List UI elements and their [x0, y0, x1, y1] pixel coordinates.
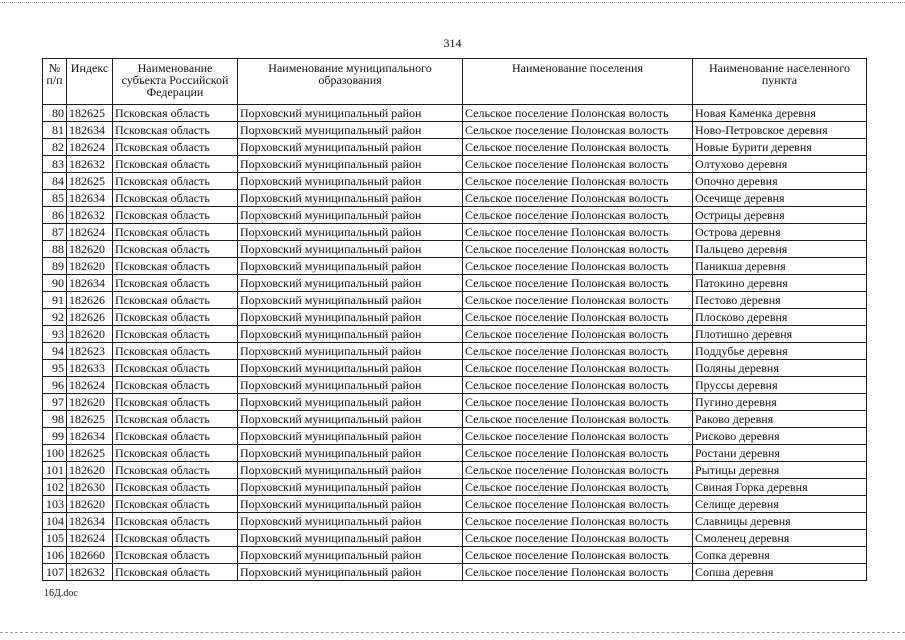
cell-municipality: Порховский муниципальный район	[238, 377, 463, 394]
cell-index: 182634	[67, 275, 113, 292]
table-row	[43, 258, 867, 275]
cell-settlement: Сельское поселение Полонская волость	[463, 275, 693, 292]
cell-locality: Ново-Петровское деревня	[693, 122, 867, 139]
cell-settlement: Сельское поселение Полонская волость	[463, 156, 693, 173]
cell-subject: Псковская область	[113, 173, 238, 190]
cell-num: 100	[43, 445, 67, 462]
cell-municipality: Порховский муниципальный район	[238, 309, 463, 326]
table-row	[43, 377, 867, 394]
cell-locality: Сопка деревня	[693, 547, 867, 564]
cell-index: 182620	[67, 258, 113, 275]
cell-index: 182634	[67, 190, 113, 207]
cell-municipality: Порховский муниципальный район	[238, 292, 463, 309]
cell-settlement: Сельское поселение Полонская волость	[463, 377, 693, 394]
cell-settlement: Сельское поселение Полонская волость	[463, 139, 693, 156]
table-row	[43, 530, 867, 547]
cell-num: 103	[43, 496, 67, 513]
cell-municipality: Порховский муниципальный район	[238, 224, 463, 241]
cell-municipality: Порховский муниципальный район	[238, 513, 463, 530]
header-locality: Наименование населенного пункта	[693, 59, 867, 105]
cell-locality: Сопша деревня	[693, 564, 867, 581]
cell-locality: Свиная Горка деревня	[693, 479, 867, 496]
table-row	[43, 462, 867, 479]
scan-edge-bottom	[0, 632, 905, 633]
scan-edge-top	[0, 2, 905, 3]
cell-index: 182620	[67, 241, 113, 258]
cell-municipality: Порховский муниципальный район	[238, 428, 463, 445]
cell-settlement: Сельское поселение Полонская волость	[463, 224, 693, 241]
cell-locality: Паникша деревня	[693, 258, 867, 275]
cell-municipality: Порховский муниципальный район	[238, 173, 463, 190]
cell-municipality: Порховский муниципальный район	[238, 258, 463, 275]
cell-municipality: Порховский муниципальный район	[238, 411, 463, 428]
cell-index: 182625	[67, 105, 113, 122]
cell-locality: Ростани деревня	[693, 445, 867, 462]
cell-locality: Славницы деревня	[693, 513, 867, 530]
cell-locality: Плосково деревня	[693, 309, 867, 326]
cell-locality: Новая Каменка деревня	[693, 105, 867, 122]
cell-locality: Пальцево деревня	[693, 241, 867, 258]
cell-subject: Псковская область	[113, 258, 238, 275]
cell-municipality: Порховский муниципальный район	[238, 326, 463, 343]
cell-index: 182620	[67, 462, 113, 479]
cell-index: 182633	[67, 360, 113, 377]
cell-num: 83	[43, 156, 67, 173]
table-row	[43, 326, 867, 343]
table-row	[43, 156, 867, 173]
cell-municipality: Порховский муниципальный район	[238, 564, 463, 581]
cell-index: 182624	[67, 224, 113, 241]
cell-index: 182623	[67, 343, 113, 360]
cell-subject: Псковская область	[113, 207, 238, 224]
table-row	[43, 547, 867, 564]
cell-municipality: Порховский муниципальный район	[238, 156, 463, 173]
cell-num: 92	[43, 309, 67, 326]
cell-index: 182620	[67, 394, 113, 411]
cell-subject: Псковская область	[113, 309, 238, 326]
cell-settlement: Сельское поселение Полонская волость	[463, 190, 693, 207]
cell-municipality: Порховский муниципальный район	[238, 139, 463, 156]
cell-index: 182625	[67, 411, 113, 428]
table-row	[43, 496, 867, 513]
cell-index: 182626	[67, 292, 113, 309]
cell-settlement: Сельское поселение Полонская волость	[463, 513, 693, 530]
cell-settlement: Сельское поселение Полонская волость	[463, 173, 693, 190]
cell-locality: Пруссы деревня	[693, 377, 867, 394]
cell-subject: Псковская область	[113, 360, 238, 377]
cell-municipality: Порховский муниципальный район	[238, 530, 463, 547]
cell-settlement: Сельское поселение Полонская волость	[463, 292, 693, 309]
table-row	[43, 411, 867, 428]
cell-locality: Осечище деревня	[693, 190, 867, 207]
cell-index: 182632	[67, 156, 113, 173]
cell-locality: Рисково деревня	[693, 428, 867, 445]
cell-subject: Псковская область	[113, 343, 238, 360]
cell-index: 182625	[67, 445, 113, 462]
cell-subject: Псковская область	[113, 479, 238, 496]
cell-municipality: Порховский муниципальный район	[238, 462, 463, 479]
cell-num: 101	[43, 462, 67, 479]
cell-subject: Псковская область	[113, 105, 238, 122]
table-row	[43, 513, 867, 530]
cell-locality: Рытицы деревня	[693, 462, 867, 479]
cell-locality: Острицы деревня	[693, 207, 867, 224]
cell-settlement: Сельское поселение Полонская волость	[463, 411, 693, 428]
cell-subject: Псковская область	[113, 156, 238, 173]
cell-index: 182626	[67, 309, 113, 326]
cell-settlement: Сельское поселение Полонская волость	[463, 105, 693, 122]
cell-locality: Острова деревня	[693, 224, 867, 241]
cell-num: 93	[43, 326, 67, 343]
cell-municipality: Порховский муниципальный район	[238, 343, 463, 360]
cell-settlement: Сельское поселение Полонская волость	[463, 530, 693, 547]
cell-subject: Псковская область	[113, 428, 238, 445]
cell-settlement: Сельское поселение Полонская волость	[463, 343, 693, 360]
cell-num: 106	[43, 547, 67, 564]
cell-subject: Псковская область	[113, 139, 238, 156]
header-municipality: Наименование муниципального образования	[238, 59, 463, 105]
cell-locality: Селище деревня	[693, 496, 867, 513]
cell-index: 182632	[67, 564, 113, 581]
cell-settlement: Сельское поселение Полонская волость	[463, 122, 693, 139]
cell-subject: Псковская область	[113, 513, 238, 530]
cell-municipality: Порховский муниципальный район	[238, 122, 463, 139]
cell-municipality: Порховский муниципальный район	[238, 479, 463, 496]
table-row	[43, 122, 867, 139]
cell-index: 182632	[67, 207, 113, 224]
page-number: 314	[443, 36, 462, 50]
table-row	[43, 445, 867, 462]
cell-num: 104	[43, 513, 67, 530]
cell-subject: Псковская область	[113, 462, 238, 479]
cell-index: 182630	[67, 479, 113, 496]
cell-settlement: Сельское поселение Полонская волость	[463, 547, 693, 564]
table-header	[43, 59, 867, 105]
cell-settlement: Сельское поселение Полонская волость	[463, 258, 693, 275]
cell-settlement: Сельское поселение Полонская волость	[463, 428, 693, 445]
header-subject: Наименование субъекта Российской Федерации	[113, 59, 238, 105]
cell-index: 182660	[67, 547, 113, 564]
cell-subject: Псковская область	[113, 394, 238, 411]
cell-num: 88	[43, 241, 67, 258]
cell-locality: Олтухово деревня	[693, 156, 867, 173]
settlements-table	[42, 58, 867, 581]
cell-num: 95	[43, 360, 67, 377]
cell-num: 96	[43, 377, 67, 394]
cell-num: 102	[43, 479, 67, 496]
table-row	[43, 139, 867, 156]
cell-index: 182634	[67, 428, 113, 445]
cell-num: 80	[43, 105, 67, 122]
cell-settlement: Сельское поселение Полонская волость	[463, 394, 693, 411]
cell-num: 81	[43, 122, 67, 139]
table-row	[43, 309, 867, 326]
cell-locality: Плотишно деревня	[693, 326, 867, 343]
cell-num: 94	[43, 343, 67, 360]
cell-settlement: Сельское поселение Полонская волость	[463, 479, 693, 496]
table-row	[43, 173, 867, 190]
cell-num: 90	[43, 275, 67, 292]
cell-index: 182634	[67, 122, 113, 139]
cell-num: 107	[43, 564, 67, 581]
cell-num: 99	[43, 428, 67, 445]
cell-num: 85	[43, 190, 67, 207]
cell-subject: Псковская область	[113, 122, 238, 139]
cell-municipality: Порховский муниципальный район	[238, 496, 463, 513]
table-row	[43, 394, 867, 411]
cell-subject: Псковская область	[113, 190, 238, 207]
cell-index: 182625	[67, 173, 113, 190]
cell-settlement: Сельское поселение Полонская волость	[463, 496, 693, 513]
cell-locality: Патокино деревня	[693, 275, 867, 292]
table-row	[43, 343, 867, 360]
cell-subject: Псковская область	[113, 326, 238, 343]
cell-municipality: Порховский муниципальный район	[238, 275, 463, 292]
cell-municipality: Порховский муниципальный район	[238, 207, 463, 224]
cell-subject: Псковская область	[113, 377, 238, 394]
table-row	[43, 479, 867, 496]
cell-index: 182624	[67, 530, 113, 547]
cell-locality: Поддубье деревня	[693, 343, 867, 360]
cell-index: 182624	[67, 377, 113, 394]
cell-num: 82	[43, 139, 67, 156]
cell-num: 98	[43, 411, 67, 428]
cell-locality: Смоленец деревня	[693, 530, 867, 547]
table-row	[43, 275, 867, 292]
table-row	[43, 207, 867, 224]
header-num: № п/п	[43, 59, 67, 105]
cell-locality: Новые Бурити деревня	[693, 139, 867, 156]
cell-num: 91	[43, 292, 67, 309]
cell-municipality: Порховский муниципальный район	[238, 190, 463, 207]
cell-settlement: Сельское поселение Полонская волость	[463, 462, 693, 479]
cell-index: 182624	[67, 139, 113, 156]
cell-locality: Опочно деревня	[693, 173, 867, 190]
table-row	[43, 428, 867, 445]
cell-index: 182634	[67, 513, 113, 530]
table-header-row	[43, 59, 867, 105]
cell-subject: Псковская область	[113, 496, 238, 513]
cell-subject: Псковская область	[113, 547, 238, 564]
cell-num: 87	[43, 224, 67, 241]
cell-subject: Псковская область	[113, 275, 238, 292]
cell-locality: Поляны деревня	[693, 360, 867, 377]
cell-settlement: Сельское поселение Полонская волость	[463, 564, 693, 581]
footer-filename: 16Д.doc	[44, 588, 78, 599]
table-row	[43, 360, 867, 377]
cell-subject: Псковская область	[113, 241, 238, 258]
cell-locality: Раково деревня	[693, 411, 867, 428]
header-index: Индекс	[67, 59, 113, 105]
table-row	[43, 190, 867, 207]
table-row	[43, 105, 867, 122]
cell-subject: Псковская область	[113, 530, 238, 547]
cell-settlement: Сельское поселение Полонская волость	[463, 241, 693, 258]
cell-subject: Псковская область	[113, 564, 238, 581]
cell-subject: Псковская область	[113, 445, 238, 462]
cell-municipality: Порховский муниципальный район	[238, 241, 463, 258]
table-row	[43, 224, 867, 241]
table-row	[43, 241, 867, 258]
cell-municipality: Порховский муниципальный район	[238, 394, 463, 411]
cell-num: 86	[43, 207, 67, 224]
cell-index: 182620	[67, 496, 113, 513]
cell-num: 105	[43, 530, 67, 547]
cell-municipality: Порховский муниципальный район	[238, 547, 463, 564]
cell-settlement: Сельское поселение Полонская волость	[463, 309, 693, 326]
cell-subject: Псковская область	[113, 411, 238, 428]
cell-settlement: Сельское поселение Полонская волость	[463, 360, 693, 377]
cell-settlement: Сельское поселение Полонская волость	[463, 207, 693, 224]
table-body	[43, 105, 867, 581]
cell-num: 97	[43, 394, 67, 411]
cell-locality: Пестово деревня	[693, 292, 867, 309]
cell-municipality: Порховский муниципальный район	[238, 445, 463, 462]
cell-locality: Пугино деревня	[693, 394, 867, 411]
cell-settlement: Сельское поселение Полонская волость	[463, 445, 693, 462]
cell-municipality: Порховский муниципальный район	[238, 105, 463, 122]
cell-subject: Псковская область	[113, 224, 238, 241]
cell-settlement: Сельское поселение Полонская волость	[463, 326, 693, 343]
cell-subject: Псковская область	[113, 292, 238, 309]
cell-num: 84	[43, 173, 67, 190]
table-row	[43, 292, 867, 309]
cell-num: 89	[43, 258, 67, 275]
table-row	[43, 564, 867, 581]
cell-index: 182620	[67, 326, 113, 343]
cell-municipality: Порховский муниципальный район	[238, 360, 463, 377]
header-settlement: Наименование поселения	[463, 59, 693, 105]
